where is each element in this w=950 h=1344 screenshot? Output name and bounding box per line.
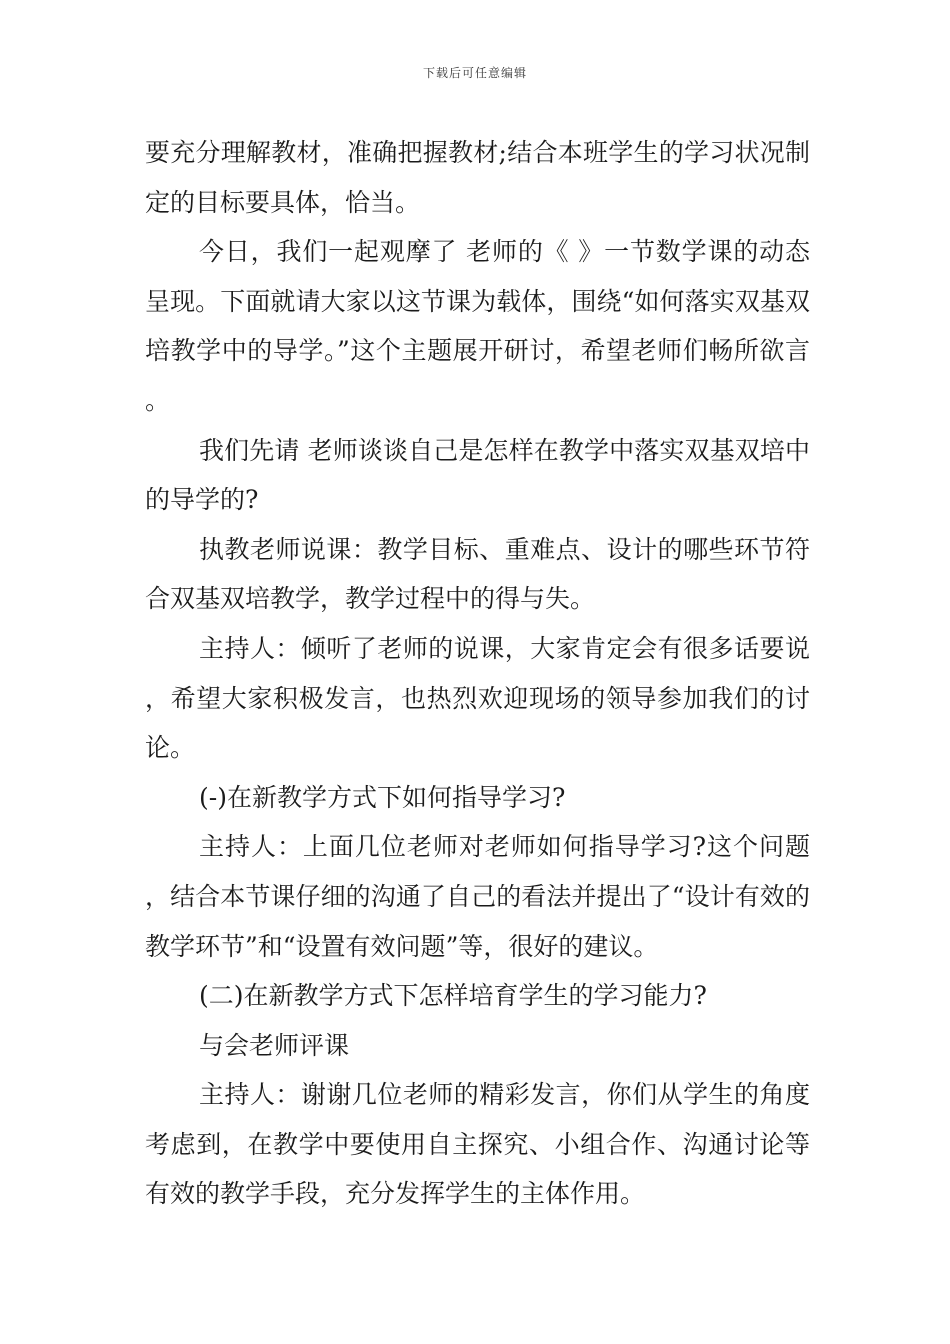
document-body	[145, 128, 810, 1219]
paragraph-host-3: 主持人：谢谢几位老师的精彩发言，你们从学生的角度考虑到，在教学中要使用自主探究、小组合作、沟通讨论等有效的教学手段，充分发挥学生的主体作用。	[145, 1080, 810, 1209]
paragraph-teacher-talk: 执教老师说课：教学目标、重难点、设计的哪些环节符合双基双培教学，教学过程中的得与失。	[145, 534, 810, 614]
paragraph-invite-teacher: 我们先请 老师谈谈自己是怎样在教学中落实双基双培中的导学的?	[145, 435, 810, 515]
paragraph-host-2: 主持人：上面几位老师对老师如何指导学习?这个问题，结合本节课仔细的沟通了自己的看法并提出了“设计有效的教学环节”和“设置有效问题”等，很好的建议。	[145, 832, 810, 961]
paragraph-continuation: 要充分理解教材，准确把握教材;结合本班学生的学习状况制定的目标要具体，恰当。	[145, 138, 810, 217]
paragraph-topic-2: (二)在新教学方式下怎样培育学生的学习能力?	[199, 981, 707, 1011]
paragraph-topic-1: (-)在新教学方式下如何指导学习?	[199, 782, 566, 812]
page-header-note: 下载后可任意编辑	[422, 66, 527, 80]
paragraph-host-1: 主持人：倾听了老师的说课，大家肯定会有很多话要说，希望大家积极发言，也热烈欢迎现场的领导参加我们的讨论。	[145, 633, 810, 763]
paragraph-intro: 今日，我们一起观摩了 老师的《 》一节数学课的动态呈现。下面就请大家以这节课为载体，围绕“如何落实双基双培教学中的导学。”这个主题展开研讨，希望老师们畅所欲言。	[145, 237, 810, 415]
paragraph-review: 与会老师评课	[199, 1030, 350, 1060]
